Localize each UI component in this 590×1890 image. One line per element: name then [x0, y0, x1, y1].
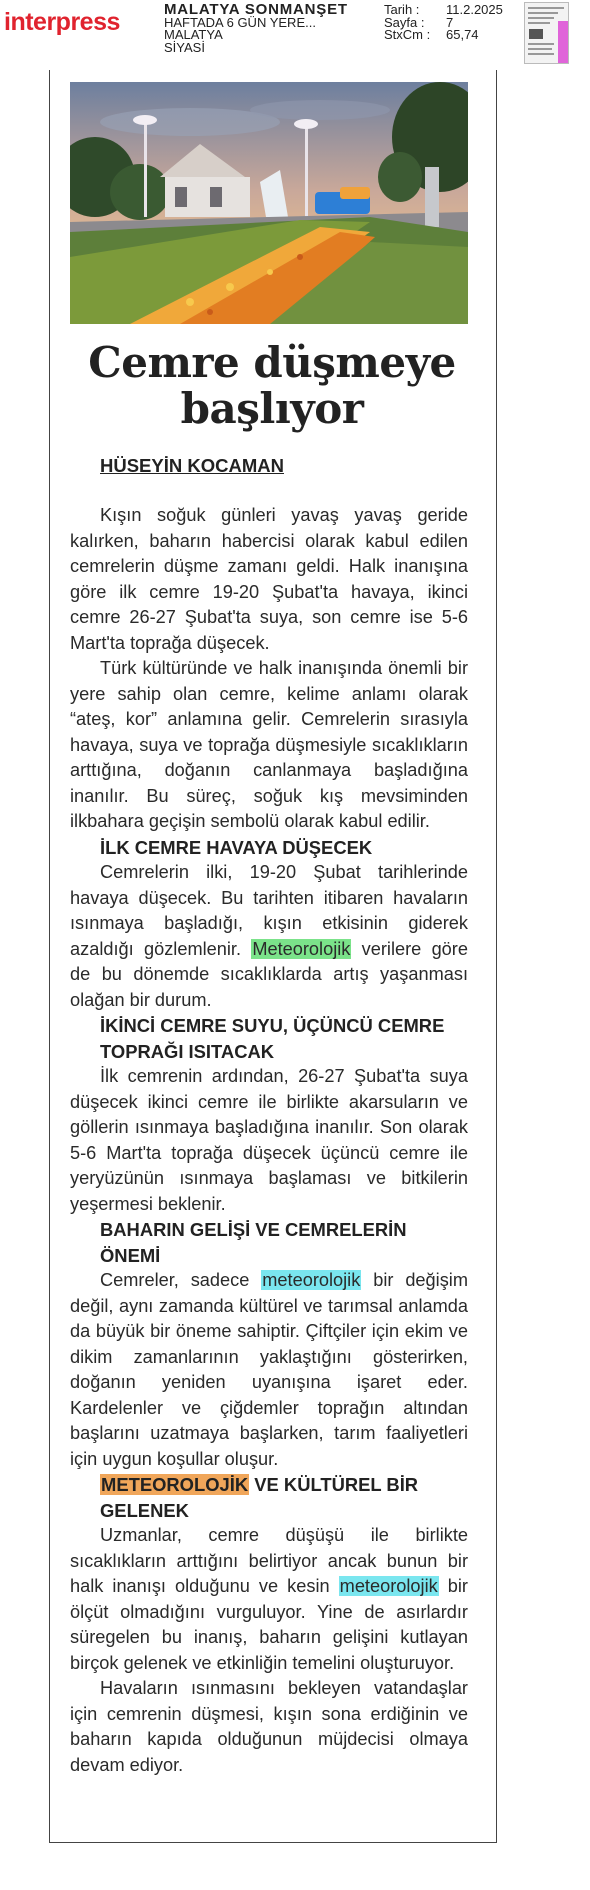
publication-category: SİYASİ	[164, 39, 205, 55]
page-label: Sayfa :	[384, 14, 425, 30]
paragraph-3-text-a: Cemrelerin ilki, 19-20 Şubat tarihlerinde havaya düşecek. Bu tarihten itibaren havaların ısınmaya başladığı, kışın etkisinin giderek azaldığı gözlemlenir.	[70, 862, 468, 959]
paragraph-5-text-b: bir değişim değil, aynı zamanda kültürel ve tarımsal anlamda da büyük bir öneme sahiptir. Çiftçiler için ekim ve dikim zamanlarının yaklaştığını gösterirken, doğanın yeniden uyanışına işaret eder. Kardelenler ve çiğdemler toprağın altından başlarını uzatmaya başlarken, tarım faaliyetleri için uygun koşullar oluşur.	[70, 1270, 468, 1469]
article-headline: Cemre düşmeye başlıyor	[88, 338, 456, 433]
paragraph-3-text-b: verilere göre de bu dönemde sıcaklıklarda artış yaşanması olağan bir durum.	[70, 938, 468, 1010]
interpress-logo	[4, 8, 120, 37]
page-value: 7	[446, 14, 454, 30]
publication-city: MALATYA	[164, 27, 223, 42]
clipping-header	[0, 0, 590, 70]
paragraph-6-text-b: bir ölçüt olmadığını vurguluyor. Yine de asırlardır süregelen bu inanış, baharın gelişini kutlayan birçok gelenek ve etkinliğin temelini oluşturuyor.	[70, 1576, 468, 1673]
publication-info	[164, 1, 348, 55]
paragraph-5-text-a: Cemreler, sadece	[100, 1270, 250, 1290]
date-value: 11.2.2025	[446, 2, 503, 17]
subheading-3: BAHARIN GELİŞİ VE CEMRELERİN ÖNEMİ	[100, 1219, 407, 1266]
paragraph-2: Türk kültüründe ve halk inanışında önemli bir yere sahip olan cemre, kelime anlamı olarak “ateş, kor” anlamına gelir. Cemrelerin sırasıyla havaya, suya ve toprağa düşmesiyle sıcaklıkların arttığına, doğanın canlanmaya başladığına inanılır. Bu süreç, soğuk kış mevsiminden ilkbahara geçişin sembolü olarak kabul edilir.	[70, 658, 468, 831]
article-photo	[70, 82, 468, 324]
paragraph-3	[70, 860, 468, 1013]
highlight-meteorolojik-1: Meteorolojik	[252, 938, 351, 959]
subheading-4	[70, 1472, 468, 1523]
subheading-4-text: VE KÜLTÜREL BİR GELENEK	[100, 1474, 419, 1521]
highlight-meteorolojik-2: meteorolojik	[262, 1270, 361, 1290]
paragraph-7: Havaların ısınmasını bekleyen vatandaşlar için cemrenin düşmesi, kışın sona erdiğinin ve baharın kapıda olduğunun müjdecisi olmaya devam ediyor.	[70, 1678, 468, 1775]
stxcm-value: 65,74	[446, 27, 479, 42]
publication-frequency: HAFTADA 6 GÜN YERE...	[164, 14, 316, 30]
newspaper-name: MALATYA SONMANŞET	[164, 1, 348, 18]
paragraph-6	[70, 1523, 468, 1676]
subheading-1: İLK CEMRE HAVAYA DÜŞECEK	[100, 836, 373, 858]
paragraph-5	[70, 1268, 468, 1472]
article-author: HÜSEYİN KOCAMAN	[100, 455, 284, 476]
page-thumbnail[interactable]	[524, 2, 569, 64]
paragraph-6-text-a: Uzmanlar, cemre düşüşü ile birlikte sıcaklıkların arttığını belirtiyor ancak bunun bir halk inanışı olduğunu ve kesin	[70, 1525, 468, 1596]
date-label: Tarih :	[384, 2, 420, 17]
stxcm-label: StxCm :	[384, 27, 431, 42]
article-body	[70, 503, 468, 1778]
paragraph-1: Kışın soğuk günleri yavaş yavaş geride kalırken, baharın habercisi olarak kabul edilen cemrelerin düşme zamanı geldi. Halk inanışına göre ilk cemre 19-20 Şubat'ta havaya, ikinci cemre 26-27 Şubat'ta suya, son cemre ise 5-6 Mart'ta toprağa düşecek.	[70, 505, 468, 653]
paragraph-4: İlk cemrenin ardından, 26-27 Şubat'ta suya düşecek ikinci cemre ile birlikte akarsuların ve göllerin ısınmaya başladığına inanılır. Son olarak 5-6 Mart'ta toprağa düşecek üçüncü cemre ile yeryüzünün ısınmaya başlaması ve bitkilerin yeşermesi beklenir.	[70, 1066, 468, 1214]
highlight-meteorolojik-3: meteorolojik	[339, 1576, 438, 1596]
clipping-meta	[384, 4, 503, 42]
subheading-2: İKİNCİ CEMRE SUYU, ÜÇÜNCÜ CEMRE TOPRAĞI ISITACAK	[100, 1015, 445, 1062]
highlight-meteorolojik-heading: METEOROLOJİK	[101, 1474, 249, 1495]
logo-text: interpress	[4, 8, 120, 36]
